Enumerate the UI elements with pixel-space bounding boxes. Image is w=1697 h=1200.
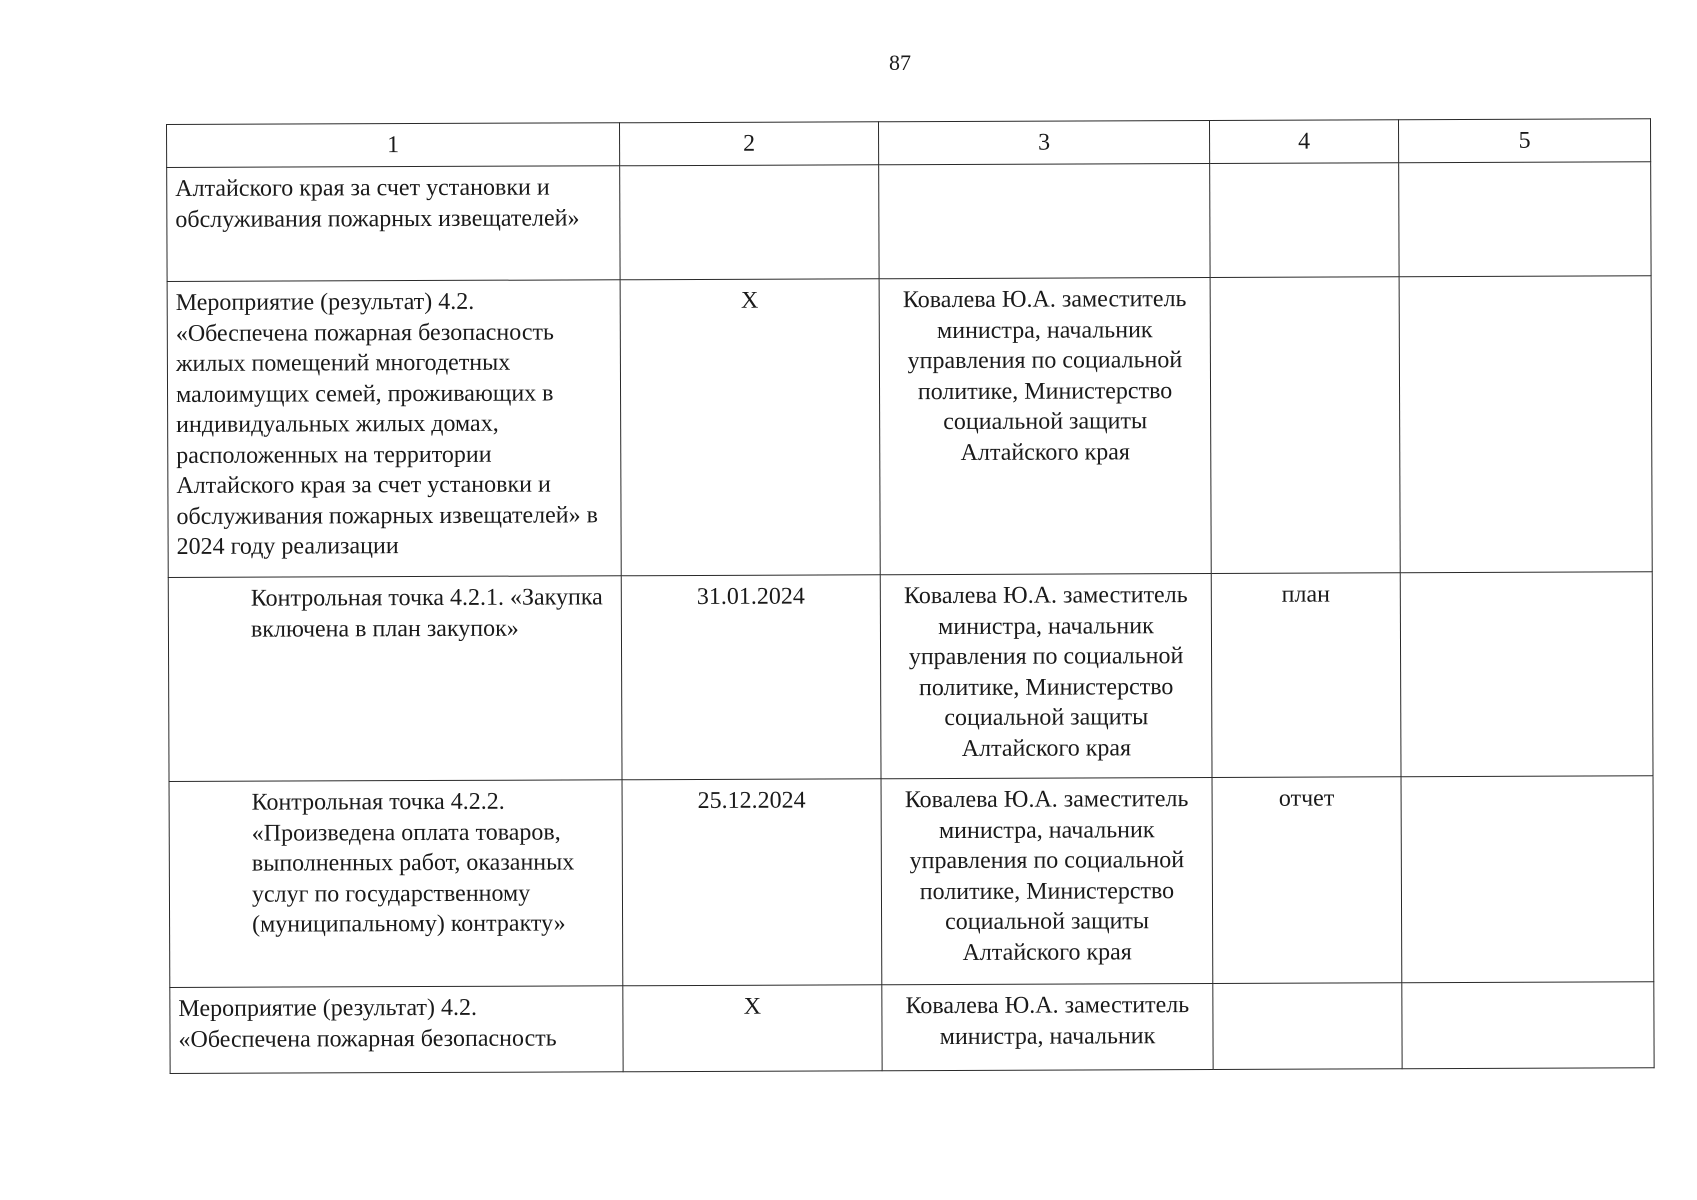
table-row (167, 162, 1651, 282)
cell-description: Мероприятие (результат) 4.2. «Обеспечена пожарная безопасность жилых помещений многодетных малоимущих семей, проживающих в индивидуальных жилых домах, расположенных на территории Алтайского края за счет установки и обслуживания пожарных извещателей» в 2024 году реализации (167, 280, 621, 578)
column-header-1: 1 (167, 123, 620, 168)
cell-column-5 (1401, 776, 1654, 983)
cell-deadline (620, 165, 879, 280)
cell-deadline: 31.01.2024 (621, 575, 881, 780)
cell-description: Контрольная точка 4.2.1. «Закупка включена в план закупок» (168, 576, 622, 782)
cell-responsible: Ковалева Ю.А. заместитель министра, начальник управления по социальной политике, Министерство социальной защиты Алтайского края (880, 573, 1212, 778)
cell-document-type (1210, 163, 1399, 278)
plan-table (166, 118, 1655, 1074)
cell-column-5 (1400, 572, 1653, 777)
table-row (169, 776, 1654, 988)
cell-deadline: X (620, 279, 880, 576)
column-header-2: 2 (619, 122, 878, 166)
column-header-5: 5 (1398, 119, 1650, 163)
cell-column-5 (1399, 276, 1652, 573)
cell-document-type (1210, 277, 1400, 574)
cell-document-type: план (1211, 573, 1401, 778)
page-number: 87 (889, 50, 911, 75)
column-header-3: 3 (878, 120, 1209, 164)
cell-responsible: Ковалева Ю.А. заместитель министра, начальник управления по социальной политике, Министерство социальной защиты Алтайского края (881, 777, 1213, 984)
column-header-4: 4 (1209, 120, 1398, 164)
cell-column-5 (1399, 162, 1651, 277)
cell-column-5 (1402, 982, 1654, 1069)
cell-deadline: 25.12.2024 (622, 779, 882, 986)
cell-description: Мероприятие (результат) 4.2. «Обеспечена пожарная безопасность (170, 986, 623, 1074)
table-row (170, 982, 1654, 1074)
cell-description: Контрольная точка 4.2.2. «Произведена оплата товаров, выполненных работ, оказанных услуг по государственному (муниципальному) контракту» (169, 780, 623, 988)
cell-document-type (1213, 983, 1402, 1070)
cell-description: Алтайского края за счет установки и обслуживания пожарных извещателей» (167, 166, 620, 282)
table-row (167, 276, 1652, 578)
cell-deadline: X (623, 985, 882, 1072)
cell-responsible: Ковалева Ю.А. заместитель министра, начальник управления по социальной политике, Министерство социальной защиты Алтайского края (879, 277, 1211, 574)
cell-document-type: отчет (1212, 777, 1402, 984)
cell-responsible (879, 163, 1210, 278)
table-row (168, 572, 1653, 782)
cell-responsible: Ковалева Ю.А. заместитель министра, начальник (882, 983, 1213, 1070)
table-header-row (167, 119, 1651, 168)
